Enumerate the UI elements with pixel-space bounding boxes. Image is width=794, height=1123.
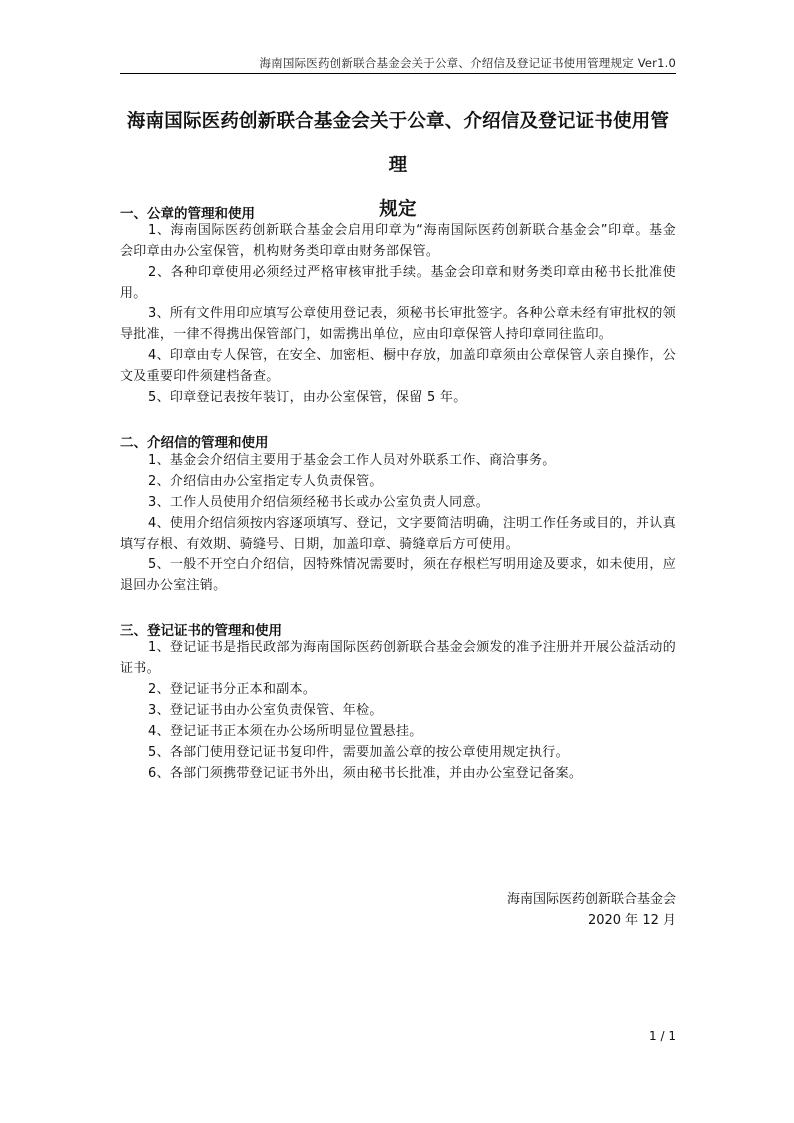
section-certificate-item-4: 4、登记证书正本须在办公场所明显位置悬挂。 — [148, 724, 423, 739]
section-seal-item-5: 5、印章登记表按年装订，由办公室保管，保留 5 年。 — [148, 390, 467, 405]
section-certificate-item-5: 5、各部门使用登记证书复印件，需要加盖公章的按公章使用规定执行。 — [148, 745, 569, 760]
section-seal-item-3: 3、所有文件用印应填写公章使用登记表，须秘书长审批签字。各种公章未经有审批权的领导批准，一律不得携出保管部门，如需携出单位，应由印章保管人持印章同往监印。 — [120, 306, 676, 342]
signature-organization: 海南国际医药创新联合基金会 — [506, 892, 676, 907]
section-certificate-item-3: 3、登记证书由办公室负责保管、年检。 — [148, 703, 383, 718]
section-letter-item-2: 2、介绍信由办公室指定专人负责保管。 — [148, 474, 383, 489]
section-letter-item-4: 4、使用介绍信须按内容逐项填写、登记，文字要简洁明确，注明工作任务或目的，并认真填写存根、有效期、骑缝号、日期，加盖印章、骑缝章后方可使用。 — [120, 516, 676, 552]
running-header: 海南国际医药创新联合基金会关于公章、介绍信及登记证书使用管理规定 Ver1.0 — [259, 56, 676, 70]
document-title-line-1: 海南国际医药创新联合基金会关于公章、介绍信及登记证书使用管理 — [126, 111, 670, 176]
section-seal-item-1: 1、海南国际医药创新联合基金会启用印章为“海南国际医药创新联合基金会”印章。基金会印章由办公室保管，机构财务类印章由财务部保管。 — [120, 223, 676, 259]
section-certificate-item-2: 2、登记证书分正本和副本。 — [148, 682, 317, 697]
section-letter-item-1: 1、基金会介绍信主要用于基金会工作人员对外联系工作、商洽事务。 — [148, 453, 556, 468]
header-rule — [120, 73, 676, 74]
section-letter-item-3: 3、工作人员使用介绍信须经秘书长或办公室负责人同意。 — [148, 495, 490, 510]
section-heading-certificate: 三、登记证书的管理和使用 — [120, 623, 282, 639]
page-number: 1 / 1 — [649, 1029, 676, 1043]
section-seal-item-4: 4、印章由专人保管，在安全、加密柜、橱中存放，加盖印章须由公章保管人亲自操作，公文及重要印件须建档备查。 — [120, 348, 676, 384]
section-letter-item-5: 5、一般不开空白介绍信，因特殊情况需要时，须在存根栏写明用途及要求，如未使用，应退回办公室注销。 — [120, 557, 676, 593]
section-certificate-item-1: 1、登记证书是指民政部为海南国际医药创新联合基金会颁发的准予注册并开展公益活动的证书。 — [120, 640, 676, 676]
section-heading-letter: 二、介绍信的管理和使用 — [120, 435, 269, 451]
section-heading-seal: 一、公章的管理和使用 — [120, 206, 255, 222]
document-title-line-2: 规定 — [379, 199, 417, 220]
signature-date: 2020 年 12 月 — [587, 913, 676, 928]
section-seal-item-2: 2、各种印章使用必须经过严格审核审批手续。基金会印章和财务类印章由秘书长批准使用。 — [120, 265, 676, 301]
section-certificate-item-6: 6、各部门须携带登记证书外出，须由秘书长批准，并由办公室登记备案。 — [148, 766, 583, 781]
